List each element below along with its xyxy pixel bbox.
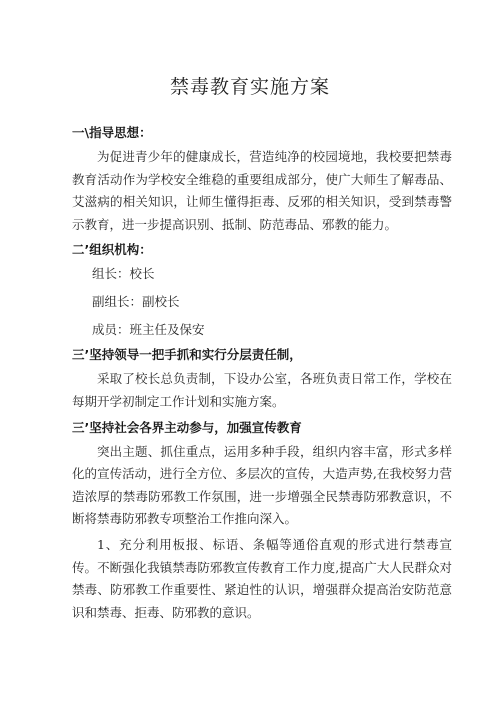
organization-item-members: 成员：班主任及保安 [92, 322, 205, 338]
paragraph-publicity-education: 突出主题、抓住重点，运用多种手段，组织内容丰富，形式多样化的宣传活动，进行全方位、多层次的宣传，大造声势,在我校努力营造浓厚的禁毒防邪教工作氛围，进一步增强全民禁毒防邪教意识，不断将禁毒防邪教专项整治工作推向深入。 [72, 443, 452, 527]
document-title: 禁毒教育实施方案 [169, 76, 330, 98]
section-heading-organization: 二’组织机构： [72, 242, 152, 258]
paragraph-publicity-methods: 1、充分利用板报、标语、条幅等通俗直观的形式进行禁毒宣传。不断强化我镇禁毒防邪教宣传教育工作力度,提高广大人民群众对禁毒、防邪教工作重要性、紧迫性的认识，增强群众提高治安防范意识和禁毒、拒毒、防邪教的意识。 [72, 536, 452, 620]
document-body [72, 122, 452, 624]
section-heading-guiding-ideology: 一\指导思想： [72, 125, 152, 140]
paragraph-guiding-ideology: 为促进青少年的健康成长，营造纯净的校园境地，我校要把禁毒教育活动作为学校安全维稳的重要组成部分，使广大师生了解毒品、艾滋病的相关知识，让师生懂得拒毒、反邪的相关知识，受到禁毒警示教育，进一步提高识别、抵制、防范毒品、邪教的能力。 [72, 149, 452, 232]
section-heading-publicity-education: 三’坚持社会各界主动参与，加强宣传教育 [72, 419, 302, 435]
organization-item-deputy-leader: 副组长：副校长 [92, 294, 180, 310]
paragraph-leadership-responsibility: 采取了校长总负责制，下设办公室，各班负责日常工作，学校在每期开学初制定工作计划和实施方案。 [72, 371, 452, 409]
organization-item-leader: 组长：校长 [92, 266, 155, 282]
section-heading-leadership-responsibility: 三’坚持领导一把手抓和实行分层责任制， [72, 347, 302, 363]
